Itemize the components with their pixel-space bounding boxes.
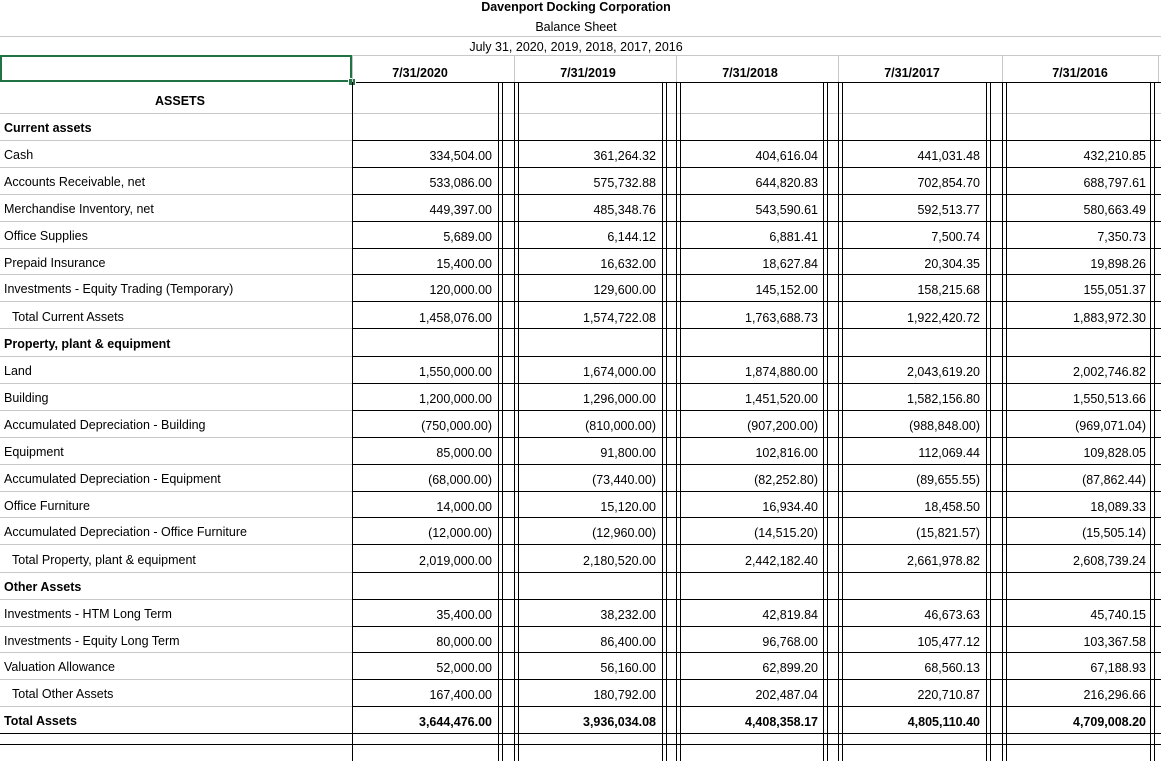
cell-value[interactable]: (15,821.57) <box>916 526 980 540</box>
company-name: Davenport Docking Corporation <box>481 0 671 14</box>
cell-value[interactable]: 688,797.61 <box>1083 176 1146 190</box>
cell-value[interactable]: (89,655.55) <box>916 473 980 487</box>
row-label-accum-dep-building[interactable]: Accumulated Depreciation - Building <box>4 418 206 432</box>
cell-value[interactable]: 4,709,008.20 <box>1073 715 1146 729</box>
cell-value[interactable]: (969,071.04) <box>1075 419 1146 433</box>
row-label-building[interactable]: Building <box>4 391 49 405</box>
cell-value[interactable]: 1,200,000.00 <box>419 392 492 406</box>
cell-value[interactable]: (12,960.00) <box>592 526 656 540</box>
cell-value[interactable]: 52,000.00 <box>436 661 492 675</box>
cell-value[interactable]: (907,200.00) <box>747 419 818 433</box>
cell-value[interactable]: 112,069.44 <box>918 446 980 460</box>
cell-value[interactable]: 86,400.00 <box>600 635 656 649</box>
cell-value[interactable]: 15,120.00 <box>600 500 656 514</box>
cell-value[interactable]: 202,487.04 <box>755 688 818 702</box>
cell-value[interactable]: 1,883,972.30 <box>1073 311 1146 325</box>
row-label-investments-htm[interactable]: Investments - HTM Long Term <box>4 607 172 621</box>
cell-value[interactable]: 2,661,978.82 <box>907 554 980 568</box>
cell-value[interactable]: (750,000.00) <box>421 419 492 433</box>
cell-value[interactable]: 2,002,746.82 <box>1073 365 1146 379</box>
cell-value[interactable]: 3,936,034.08 <box>583 715 656 729</box>
column-header-2019: 7/31/2019 <box>560 66 616 80</box>
statement-title: Balance Sheet <box>535 20 617 34</box>
cell-value[interactable]: 2,043,619.20 <box>907 365 980 379</box>
cell-value[interactable]: (68,000.00) <box>428 473 492 487</box>
cell-value[interactable]: 1,458,076.00 <box>419 311 492 325</box>
cell-value[interactable]: 575,732.88 <box>593 176 656 190</box>
row-label-office-supplies[interactable]: Office Supplies <box>4 229 88 243</box>
cell-value[interactable]: 361,264.32 <box>593 149 656 163</box>
cell-value[interactable]: 68,560.13 <box>924 661 980 675</box>
cell-value[interactable]: 1,550,000.00 <box>419 365 492 379</box>
cell-value[interactable]: 42,819.84 <box>762 608 818 622</box>
cell-value[interactable]: 404,616.04 <box>755 149 818 163</box>
column-header-2016: 7/31/2016 <box>1052 66 1108 80</box>
cell-value[interactable]: 102,816.00 <box>755 446 818 460</box>
cell-value[interactable]: 80,000.00 <box>436 635 492 649</box>
cell-value[interactable]: 155,051.37 <box>1083 283 1146 297</box>
cell-value[interactable]: 18,089.33 <box>1090 500 1146 514</box>
cell-value[interactable]: 3,644,476.00 <box>419 715 492 729</box>
cell-value[interactable]: 7,350.73 <box>1097 230 1146 244</box>
column-header-2020: 7/31/2020 <box>392 66 448 80</box>
cell-value[interactable]: 16,632.00 <box>600 257 656 271</box>
cell-value[interactable]: 158,215.68 <box>917 283 980 297</box>
cell-value[interactable]: (14,515.20) <box>754 526 818 540</box>
cell-value[interactable]: 85,000.00 <box>436 446 492 460</box>
cell-value[interactable]: 18,627.84 <box>762 257 818 271</box>
cell-value[interactable]: 67,188.93 <box>1090 661 1146 675</box>
cell-value[interactable]: (82,252.80) <box>754 473 818 487</box>
cell-value[interactable]: 120,000.00 <box>429 283 492 297</box>
row-label-total-other-assets[interactable]: Total Other Assets <box>12 687 114 701</box>
row-label-investments-equity-trading[interactable]: Investments - Equity Trading (Temporary) <box>4 282 234 296</box>
other-assets-heading: Other Assets <box>4 580 82 594</box>
cell-value[interactable]: 38,232.00 <box>600 608 656 622</box>
cell-value[interactable]: 449,397.00 <box>429 203 492 217</box>
column-header-2018: 7/31/2018 <box>722 66 778 80</box>
cell-value[interactable]: (73,440.00) <box>592 473 656 487</box>
cell-value[interactable]: 592,513.77 <box>917 203 980 217</box>
cell-value[interactable]: 2,608,739.24 <box>1073 554 1146 568</box>
cell-value[interactable]: 1,674,000.00 <box>583 365 656 379</box>
cell-value[interactable]: 1,582,156.80 <box>907 392 980 406</box>
cell-value[interactable]: 103,367.58 <box>1083 635 1146 649</box>
cell-value[interactable]: (87,862.44) <box>1082 473 1146 487</box>
cell-value[interactable]: 441,031.48 <box>917 149 980 163</box>
row-label-accounts-receivable[interactable]: Accounts Receivable, net <box>4 175 146 189</box>
cell-value[interactable]: 19,898.26 <box>1090 257 1146 271</box>
cell-value[interactable]: 35,400.00 <box>436 608 492 622</box>
row-label-total-current-assets[interactable]: Total Current Assets <box>12 310 124 324</box>
cell-value[interactable]: 334,504.00 <box>429 149 492 163</box>
row-label-merchandise-inventory[interactable]: Merchandise Inventory, net <box>4 202 154 216</box>
cell-value[interactable]: 2,019,000.00 <box>419 554 492 568</box>
cell-value[interactable]: 14,000.00 <box>436 500 492 514</box>
current-assets-heading: Current assets <box>4 121 92 135</box>
cell-value[interactable]: 1,451,520.00 <box>745 392 818 406</box>
cell-value[interactable]: 1,296,000.00 <box>583 392 656 406</box>
cell-value[interactable]: 180,792.00 <box>593 688 656 702</box>
cell-value[interactable]: 1,922,420.72 <box>907 311 980 325</box>
cell-value[interactable]: 533,086.00 <box>429 176 492 190</box>
cell-value[interactable]: 432,210.85 <box>1083 149 1146 163</box>
cell-value[interactable]: 1,763,688.73 <box>745 311 818 325</box>
cell-value[interactable]: 216,296.66 <box>1083 688 1146 702</box>
cell-value[interactable]: 485,348.76 <box>593 203 656 217</box>
cell-value[interactable]: 1,574,722.08 <box>583 311 656 325</box>
cell-value[interactable]: 2,442,182.40 <box>745 554 818 568</box>
cell-value[interactable]: 129,600.00 <box>593 283 656 297</box>
cell-value[interactable]: 109,828.05 <box>1083 446 1146 460</box>
row-label-valuation-allowance[interactable]: Valuation Allowance <box>4 660 115 674</box>
cell-value[interactable]: 6,881.41 <box>769 230 818 244</box>
cell-value[interactable]: 4,805,110.40 <box>907 715 980 729</box>
cell-value[interactable]: 644,820.83 <box>755 176 818 190</box>
row-label-office-furniture[interactable]: Office Furniture <box>4 499 90 513</box>
cell-value[interactable]: 105,477.12 <box>917 635 980 649</box>
cell-value[interactable]: (988,848.00) <box>909 419 980 433</box>
ppe-heading: Property, plant & equipment <box>4 337 171 351</box>
assets-heading: ASSETS <box>155 94 206 108</box>
cell-value[interactable]: 18,458.50 <box>924 500 980 514</box>
row-label-investments-equity-long-term[interactable]: Investments - Equity Long Term <box>4 634 180 648</box>
cell-value[interactable]: 543,590.61 <box>755 203 818 217</box>
row-label-land[interactable]: Land <box>4 364 32 378</box>
cell-value[interactable]: 580,663.49 <box>1083 203 1146 217</box>
selected-cell[interactable] <box>0 55 352 82</box>
cell-value[interactable]: 46,673.63 <box>924 608 980 622</box>
cell-value[interactable]: 5,689.00 <box>443 230 492 244</box>
cell-value[interactable]: 4,408,358.17 <box>745 715 818 729</box>
row-label-total-assets[interactable]: Total Assets <box>4 714 77 728</box>
row-label-equipment[interactable]: Equipment <box>4 445 64 459</box>
cell-value[interactable]: 220,710.87 <box>917 688 980 702</box>
row-label-total-ppe[interactable]: Total Property, plant & equipment <box>12 553 196 567</box>
cell-value[interactable]: (12,000.00) <box>428 526 492 540</box>
row-label-cash[interactable]: Cash <box>4 148 34 162</box>
row-label-prepaid-insurance[interactable]: Prepaid Insurance <box>4 256 106 270</box>
cell-value[interactable]: (810,000.00) <box>585 419 656 433</box>
row-label-accum-dep-office-furniture[interactable]: Accumulated Depreciation - Office Furniture <box>4 525 247 539</box>
cell-value[interactable]: 56,160.00 <box>600 661 656 675</box>
cell-value[interactable]: 702,854.70 <box>917 176 980 190</box>
cell-value[interactable]: (15,505.14) <box>1082 526 1146 540</box>
cell-value[interactable]: 62,899.20 <box>762 661 818 675</box>
cell-value[interactable]: 167,400.00 <box>429 688 492 702</box>
cell-value[interactable]: 1,550,513.66 <box>1073 392 1146 406</box>
row-label-accum-dep-equipment[interactable]: Accumulated Depreciation - Equipment <box>4 472 221 486</box>
cell-value[interactable]: 91,800.00 <box>600 446 656 460</box>
cell-value[interactable]: 15,400.00 <box>436 257 492 271</box>
cell-value[interactable]: 96,768.00 <box>762 635 818 649</box>
cell-value[interactable]: 145,152.00 <box>755 283 818 297</box>
cell-value[interactable]: 2,180,520.00 <box>583 554 656 568</box>
dates-line: July 31, 2020, 2019, 2018, 2017, 2016 <box>469 40 683 54</box>
cell-value[interactable]: 20,304.35 <box>924 257 980 271</box>
cell-value[interactable]: 6,144.12 <box>607 230 656 244</box>
cell-value[interactable]: 45,740.15 <box>1090 608 1146 622</box>
column-header-2017: 7/31/2017 <box>884 66 940 80</box>
cell-value[interactable]: 7,500.74 <box>931 230 980 244</box>
cell-value[interactable]: 16,934.40 <box>762 500 818 514</box>
cell-value[interactable]: 1,874,880.00 <box>745 365 818 379</box>
